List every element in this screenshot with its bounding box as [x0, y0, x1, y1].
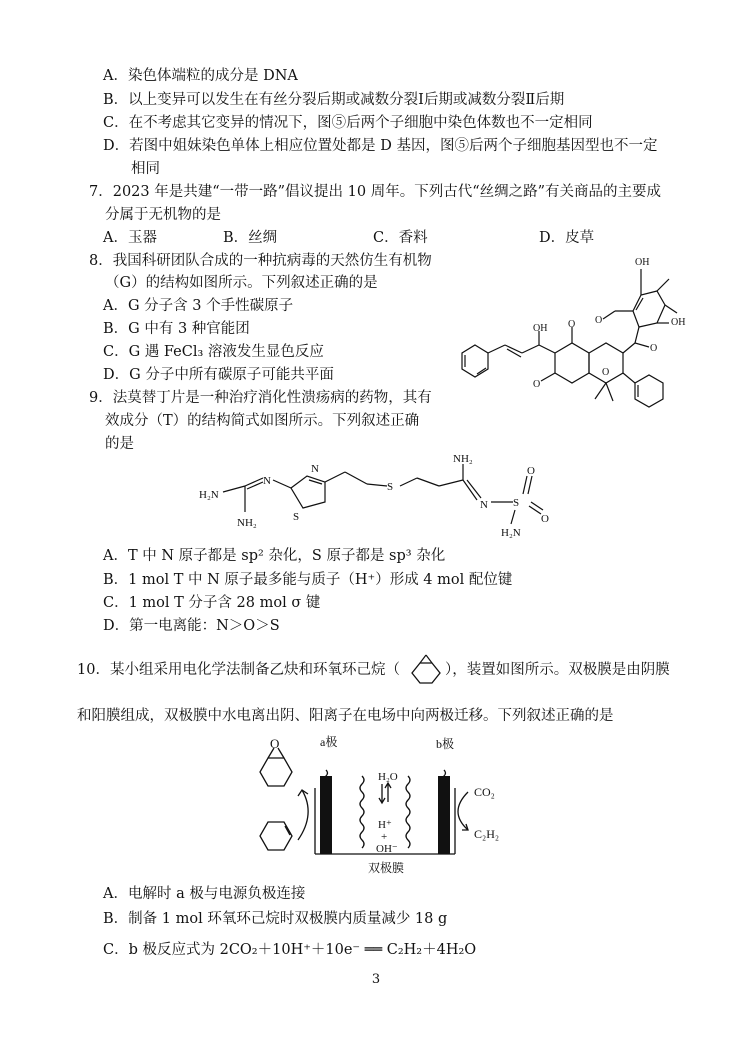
g-oh-enol: OH — [533, 323, 548, 334]
g-o-ring: O — [602, 367, 610, 378]
q8-option-b: B．G 中有 3 种官能团 — [103, 321, 250, 337]
t-nh2-bottom: NH₂ — [237, 517, 257, 529]
t-s-sulfonyl: S — [513, 497, 520, 509]
t-s-thioether: S — [387, 481, 394, 493]
t-n-sulfonyl: N — [480, 499, 488, 511]
page-number: 3 — [371, 972, 381, 987]
g-o-ketone1: O — [568, 319, 576, 330]
q6-option-a: A．染色体端粒的成分是 DNA — [103, 68, 298, 84]
q10-stem-start: 10．某小组采用电化学法制备乙炔和环氧环己烷（ — [77, 662, 400, 678]
g-o-methoxy: O — [595, 315, 603, 326]
t-s-thiazole: S — [293, 511, 300, 523]
q6-option-d-cont: 相同 — [131, 161, 160, 177]
membrane-oh-minus-label: OH⁻ — [376, 843, 398, 855]
t-o-top: O — [527, 465, 535, 477]
q7-option-b: B．丝绸 — [223, 230, 278, 246]
t-n-imine: N — [263, 475, 271, 487]
q7-stem: 7．2023 年是共建“一带一路”倡议提出 10 周年。下列古代“丝绸之路”有关商品的主要成 — [89, 184, 662, 200]
q7-option-c: C．香料 — [373, 230, 428, 246]
membrane-plus-sign: + — [381, 831, 388, 843]
electrode-a-label: a极 — [320, 735, 338, 749]
q7-option-d: D．皮草 — [539, 230, 595, 246]
membrane-h-plus-label: H⁺ — [378, 819, 392, 831]
q8-option-d: D．G 分子中所有碳原子可能共平面 — [103, 367, 334, 383]
compound-g-structure — [435, 247, 735, 427]
membrane-water-label: H₂O — [378, 771, 398, 783]
electrolysis-cell-diagram — [240, 730, 540, 880]
t-o-right: O — [541, 513, 549, 525]
q9-stem-cont: 效成分（T）的结构简式如图所示。下列叙述正确 — [105, 413, 420, 429]
electrode-b-label: b极 — [436, 737, 455, 751]
t-n-thiazole: N — [311, 463, 319, 475]
q9-stem: 9．法莫替丁片是一种治疗消化性溃疡病的药物，其有 — [89, 390, 432, 406]
q8-stem: 8．我国科研团队合成的一种抗病毒的天然仿生有机物 — [89, 253, 432, 269]
co2-label: CO₂ — [474, 785, 495, 799]
q9-option-a: A．T 中 N 原子都是 sp² 杂化，S 原子都是 sp³ 杂化 — [103, 548, 446, 564]
q8-option-a: A．G 分子含 3 个手性碳原子 — [103, 298, 294, 314]
g-oh-top: OH — [635, 257, 650, 268]
q9-option-b: B．1 mol T 中 N 原子最多能与质子（H⁺）形成 4 mol 配位键 — [103, 572, 513, 588]
q6-option-c: C．在不考虑其它变异的情况下，图⑤后两个子细胞中染色体数也不一定相同 — [103, 115, 593, 131]
q9-option-d: D．第一电离能：N＞O＞S — [103, 618, 280, 634]
g-o-ketone2: O — [533, 379, 541, 390]
c2h2-label: C₂H₂ — [474, 827, 500, 841]
q9-option-c: C．1 mol T 分子含 28 mol σ 键 — [103, 595, 321, 611]
t-h2n-bottom: H₂N — [501, 527, 521, 539]
q8-stem-cont: （G）的结构如图所示。下列叙述正确的是 — [105, 275, 378, 291]
q7-option-a: A．玉器 — [103, 230, 157, 246]
compound-t-structure — [195, 450, 555, 542]
bipolar-membrane-label: 双极膜 — [368, 861, 405, 875]
g-o-carbonyl: O — [650, 343, 658, 354]
q6-option-b: B．以上变异可以发生在有丝分裂后期或减数分裂Ⅰ后期或减数分裂Ⅱ后期 — [103, 92, 565, 108]
q10-stem-mid: ），装置如图所示。双极膜是由阴膜 — [445, 662, 670, 678]
t-nh2-top: NH₂ — [453, 453, 473, 465]
q8-option-c: C．G 遇 FeCl₃ 溶液发生显色反应 — [103, 344, 324, 360]
q10-option-a: A．电解时 a 极与电源负极连接 — [103, 886, 306, 902]
q10-option-b: B．制备 1 mol 环氧环己烷时双极膜内质量减少 18 g — [103, 911, 448, 927]
q10-stem-cont: 和阳膜组成，双极膜中水电离出阴、阳离子在电场中向两极迁移。下列叙述正确的是 — [77, 708, 614, 724]
q7-stem-cont: 分属于无机物的是 — [105, 207, 221, 223]
q6-option-d: D．若图中姐妹染色单体上相应位置处都是 D 基因，图⑤后两个子细胞基因型也不一定 — [103, 138, 658, 154]
electrode-a — [320, 776, 332, 854]
q10-option-c: C．b 极反应式为 2CO₂＋10H⁺＋10e⁻ ══ C₂H₂＋4H₂O — [103, 942, 477, 958]
q9-stem-cont2: 的是 — [105, 436, 134, 452]
t-h2n-left: H₂N — [199, 489, 219, 501]
g-oh-right: OH — [671, 317, 686, 328]
electrode-b — [438, 776, 450, 854]
epoxide-o-label: O — [270, 736, 280, 751]
